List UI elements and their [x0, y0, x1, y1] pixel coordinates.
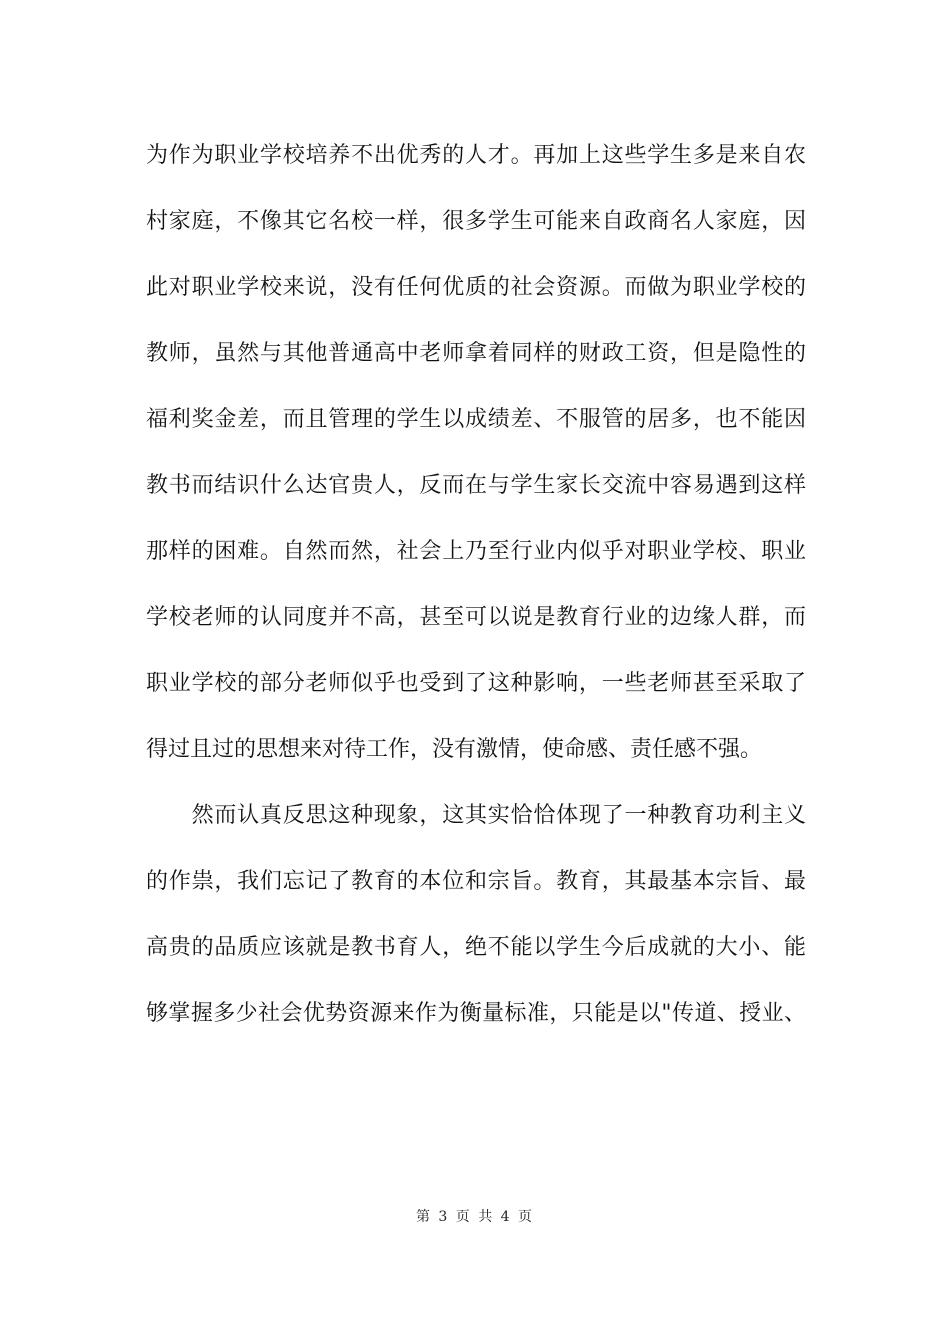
- text-line-4: 教师，虽然与其他普通高中老师拿着同样的财政工资，但是隐性的: [146, 341, 806, 366]
- text-line-7: 那样的困难。自然而然，社会上乃至行业内似乎对职业学校、职业: [146, 539, 806, 564]
- text-line-2: 村家庭，不像其它名校一样，很多学生可能来自政商名人家庭，因: [146, 209, 806, 234]
- text-line-1: 为作为职业学校培养不出优秀的人才。再加上这些学生多是来自农: [146, 143, 806, 168]
- text-line-10: 得过且过的思想来对待工作，没有激情，使命感、责任感不强。: [146, 737, 763, 762]
- text-line-11: 然而认真反思这种现象，这其实恰恰体现了一种教育功利主义: [146, 803, 806, 828]
- text-line-12: 的作祟，我们忘记了教育的本位和宗旨。教育，其最基本宗旨、最: [146, 869, 806, 894]
- text-line-5: 福利奖金差，而且管理的学生以成绩差、不服管的居多，也不能因: [146, 407, 806, 432]
- text-line-3: 此对职业学校来说，没有任何优质的社会资源。而做为职业学校的: [146, 275, 806, 300]
- body-text: [146, 134, 806, 1058]
- page-footer: 第 3 页 共 4 页: [415, 1209, 535, 1225]
- text-line-9: 职业学校的部分老师似乎也受到了这种影响，一些老师甚至采取了: [146, 671, 806, 696]
- text-line-6: 教书而结识什么达官贵人，反而在与学生家长交流中容易遇到这样: [146, 473, 806, 498]
- text-line-14: 够掌握多少社会优势资源来作为衡量标准，只能是以"传道、授业、: [146, 1001, 806, 1026]
- text-line-13: 高贵的品质应该就是教书育人，绝不能以学生今后成就的大小、能: [146, 935, 806, 960]
- text-line-8: 学校老师的认同度并不高，甚至可以说是教育行业的边缘人群，而: [146, 605, 806, 630]
